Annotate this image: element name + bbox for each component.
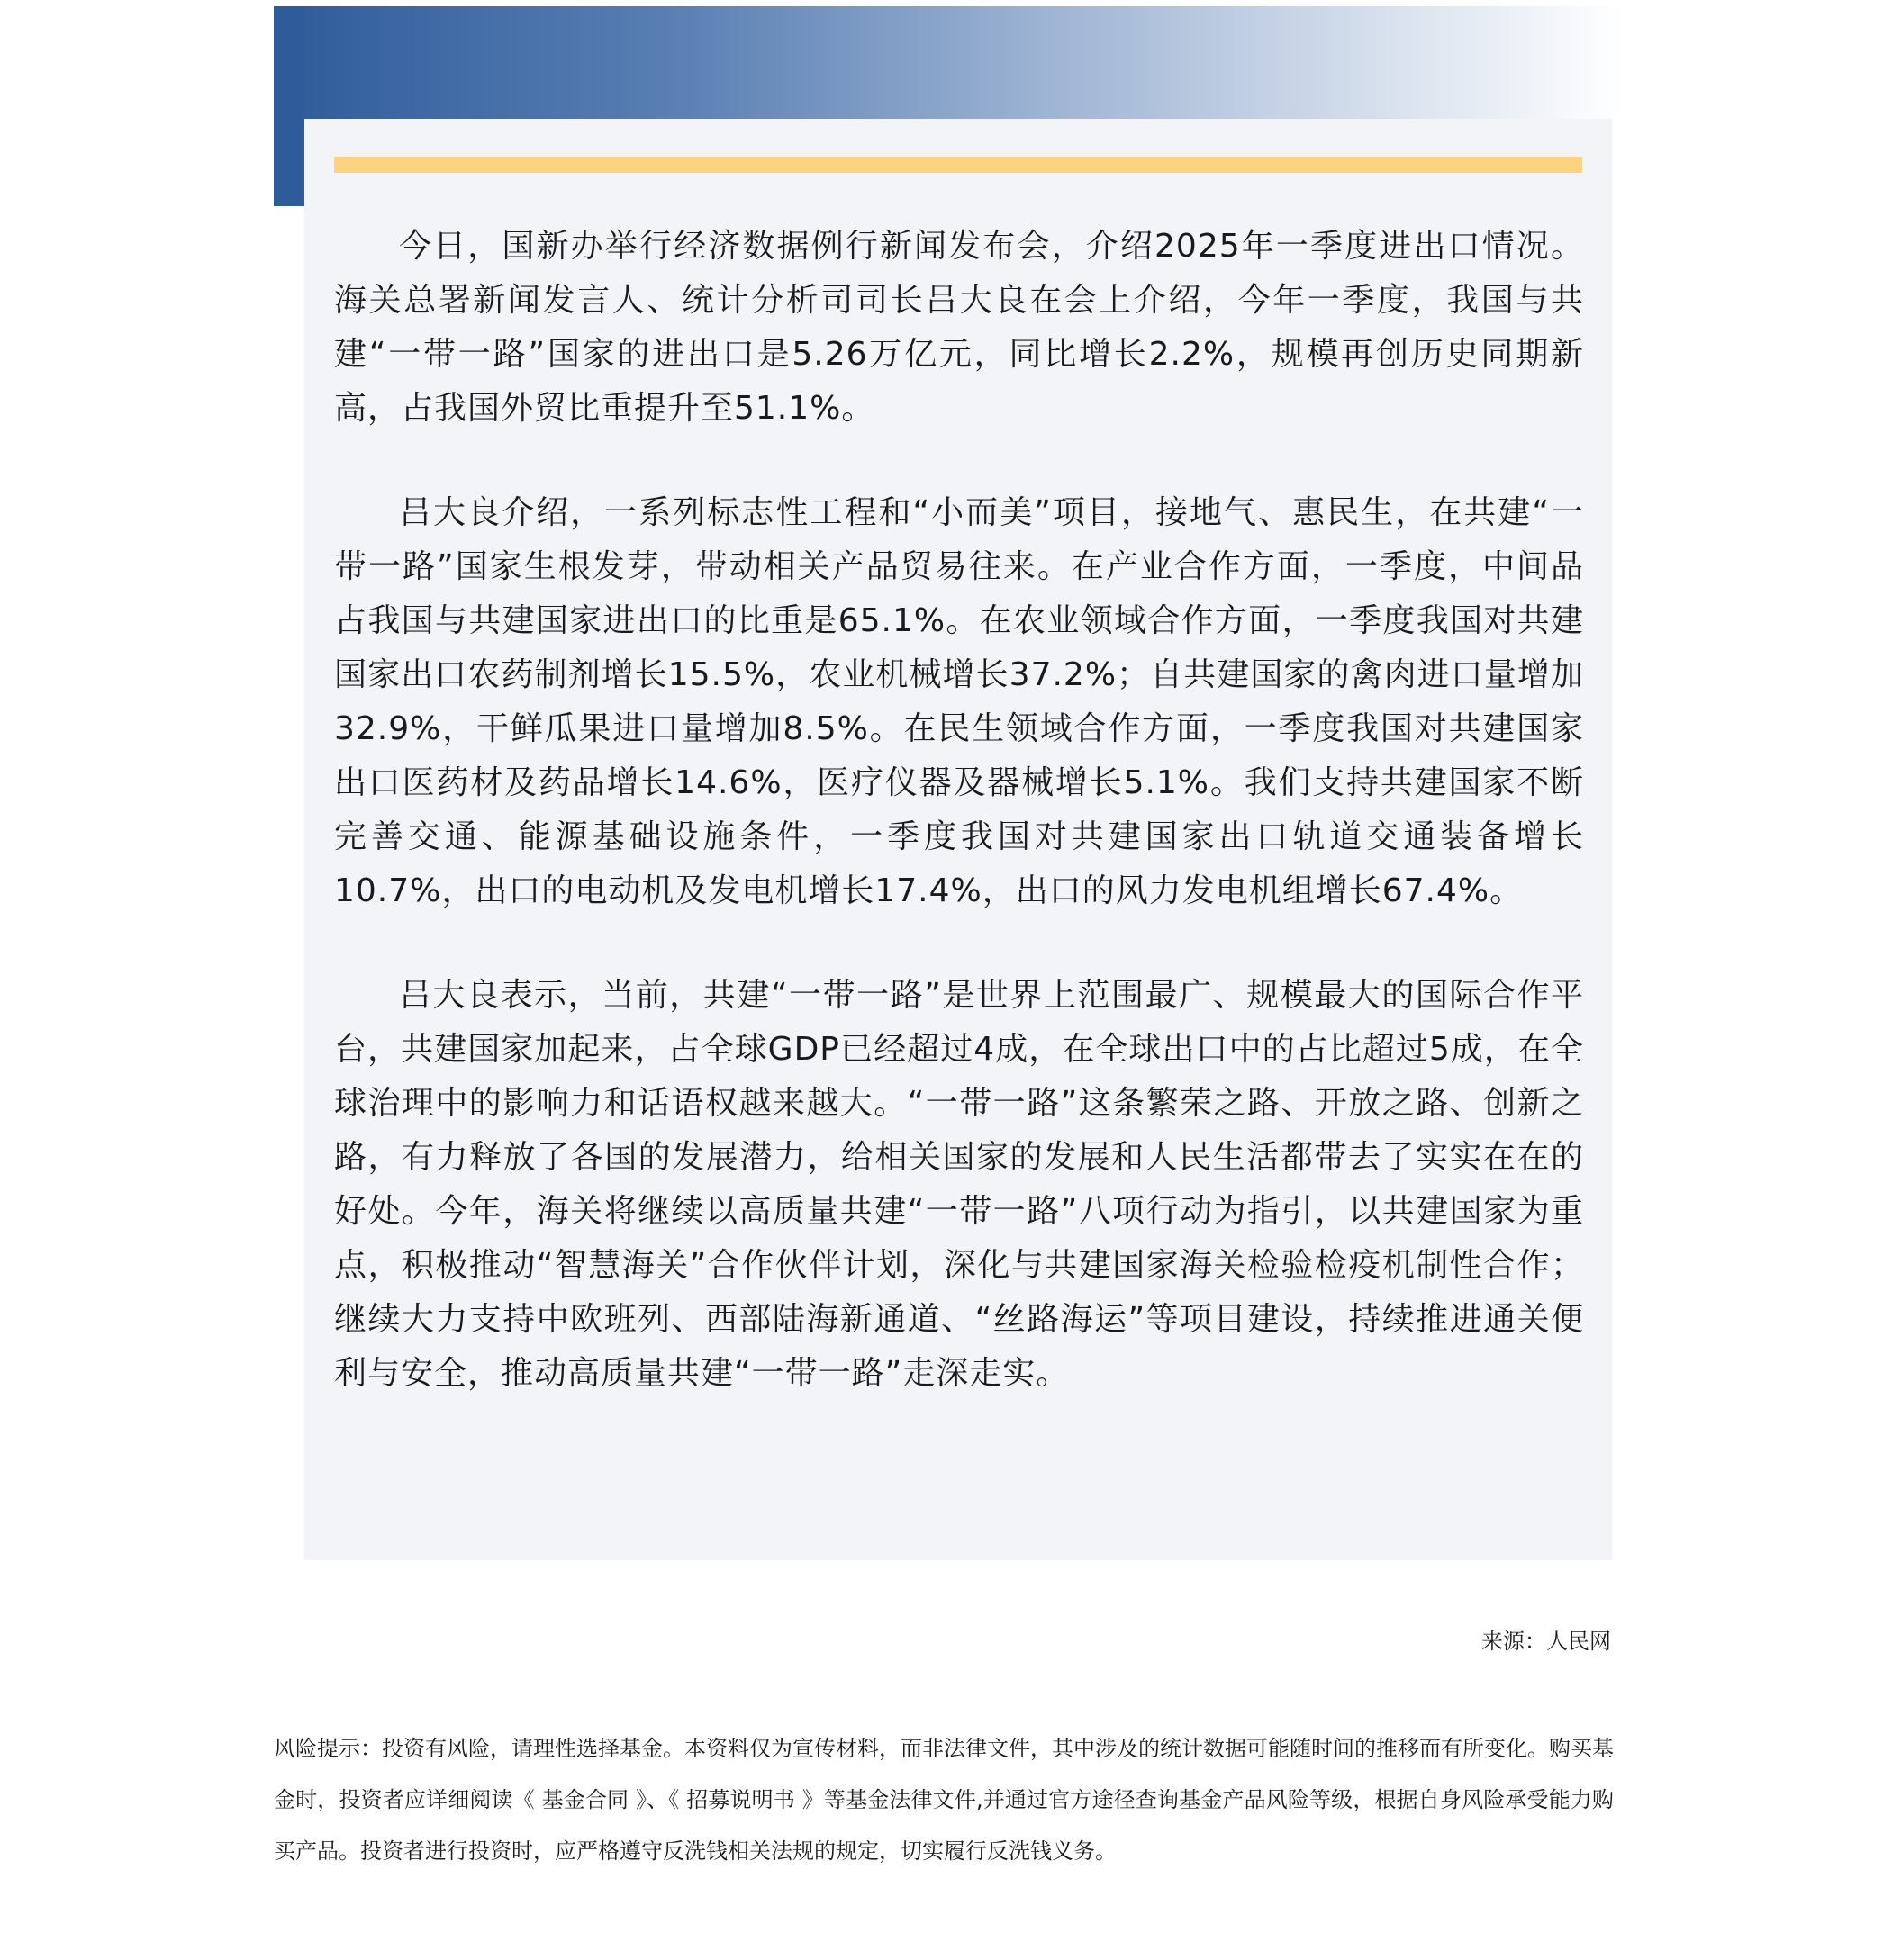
article-paragraph: 吕大良表示，当前，共建“一带一路”是世界上范围最广、规模最大的国际合作平台，共建国家加起来，占全球GDP已经超过4成，在全球出口中的占比超过5成，在全球治理中的影响力和话语权越来越大。“一带一路”这条繁荣之路、开放之路、创新之路，有力释放了各国的发展潜力，给相关国家的发展和人民生活都带去了实实在在的好处。今年，海关将继续以高质量共建“一带一路”八项行动为指引，以共建国家为重点，积极推动“智慧海关”合作伙伴计划，深化与共建国家海关检验检疫机制性合作；继续大力支持中欧班列、西部陆海新通道、“丝路海运”等项目建设，持续推进通关便利与安全，推动高质量共建“一带一路”走深走实。 [334, 977, 1584, 1392]
article-body [334, 220, 1584, 1401]
article-card [304, 119, 1612, 1560]
risk-notice: 风险提示：投资有风险，请理性选择基金。本资料仅为宣传材料，而非法律文件，其中涉及的统计数据可能随时间的推移而有所变化。购买基金时，投资者应详细阅读《 基金合同 》、《 招募说明书 》等基金法律文件,并通过官方途径查询基金产品风险等级，根据自身风险承受能力购买产品。投资者进行投资时，应严格遵守反洗钱相关法规的规定，切实履行反洗钱义务。 [274, 1736, 1614, 1864]
article-paragraph: 吕大良介绍，一系列标志性工程和“小而美”项目，接地气、惠民生，在共建“一带一路”国家生根发芽，带动相关产品贸易往来。在产业合作方面，一季度，中间品占我国与共建国家进出口的比重是65.1%。在农业领域合作方面，一季度我国对共建国家出口农药制剂增长15.5%，农业机械增长37.2%；自共建国家的禽肉进口量增加32.9%，干鲜瓜果进口量增加8.5%。在民生领域合作方面，一季度我国对共建国家出口医药材及药品增长14.6%，医疗仪器及器械增长5.1%。我们支持共建国家不断完善交通、能源基础设施条件，一季度我国对共建国家出口轨道交通装备增长10.7%，出口的电动机及发电机增长17.4%，出口的风力发电机组增长67.4%。 [334, 494, 1584, 909]
source-credit: 来源：人民网 [1481, 1629, 1611, 1654]
header-left-bar [274, 6, 304, 206]
header-gradient-band [274, 6, 1625, 119]
accent-divider [334, 157, 1582, 173]
article-paragraph: 今日，国新办举行经济数据例行新闻发布会，介绍2025年一季度进出口情况。海关总署新闻发言人、统计分析司司长吕大良在会上介绍，今年一季度，我国与共建“一带一路”国家的进出口是5.26万亿元，同比增长2.2%，规模再创历史同期新高，占我国外贸比重提升至51.1%。 [334, 228, 1584, 427]
